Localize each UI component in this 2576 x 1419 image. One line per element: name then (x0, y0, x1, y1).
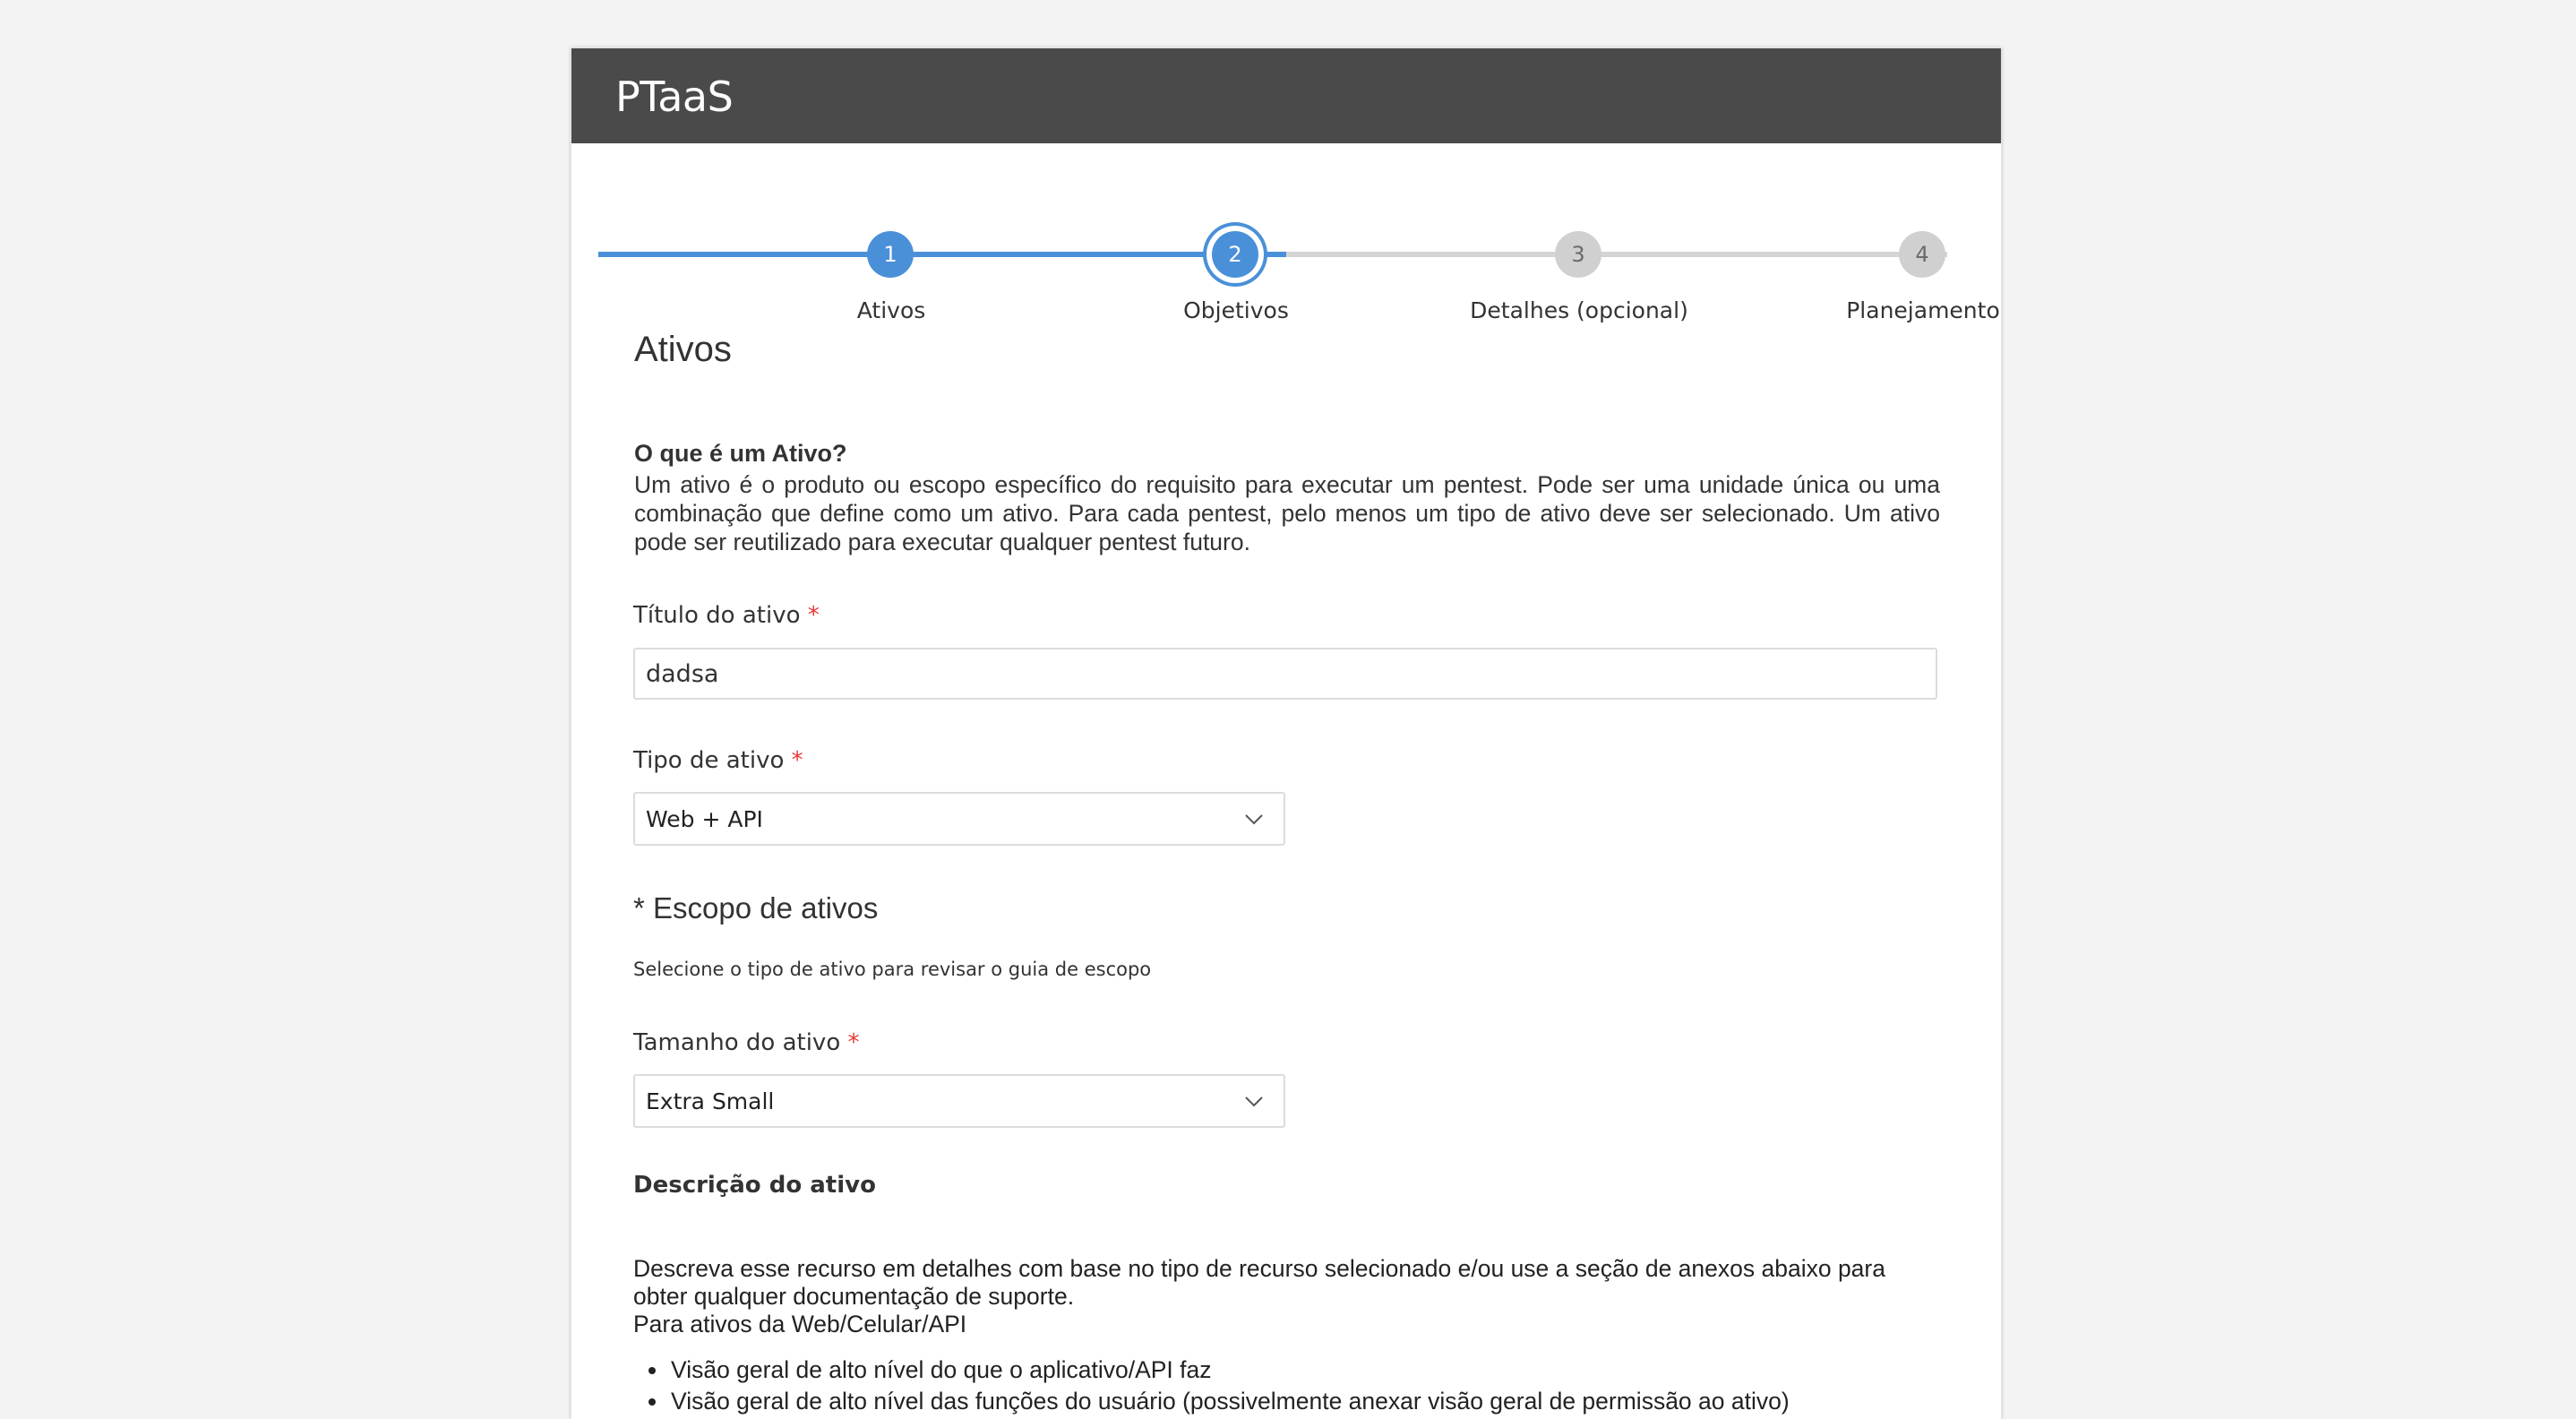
title-field-label-text (633, 602, 820, 629)
description-intro (633, 1255, 1939, 1338)
step-number: 1 (867, 231, 914, 278)
list-item: • Visão geral de alto nível do que o aplicativo/API faz (669, 1354, 1790, 1386)
description-line-2: Para ativos da Web/Celular/API (633, 1311, 967, 1337)
asset-size-value: Extra Small (646, 1088, 775, 1114)
asset-title-input[interactable] (633, 648, 1937, 700)
info-heading: O que é um Ativo? (634, 440, 847, 467)
step-number: 4 (1899, 231, 1945, 278)
chevron-down-icon (1244, 1091, 1264, 1111)
chevron-down-icon (1244, 809, 1264, 829)
required-asterisk: * (807, 602, 820, 629)
asset-type-value: Web + API (646, 806, 763, 832)
asset-size-select[interactable] (633, 1074, 1285, 1128)
type-label: Tipo de ativo (633, 747, 785, 774)
description-line-1: Descreva esse recurso em detalhes com base no tipo de recurso selecionado e/ou use a seção de anexos abaixo para obter qualquer documentação de suporte. (633, 1255, 1885, 1310)
list-item: • Visão geral de alto nível das funções do usuário (possivelmente anexar visão geral de permissão ao ativo) (669, 1386, 1790, 1417)
size-label: Tamanho do ativo (633, 1029, 841, 1056)
step-label: Objetivos (1183, 297, 1289, 323)
info-text: Um ativo é o produto ou escopo específico do requisito para executar um pentest. Pode ser uma unidade única ou uma combinação que define como um ativo. Para cada pentest, pelo menos um tipo de ativo deve ser selecionado. Um ativo pode ser reutilizado para executar qualquer pentest futuro. (634, 471, 1940, 555)
step-number: 3 (1555, 231, 1601, 278)
description-heading: Descrição do ativo (633, 1172, 876, 1199)
size-field-label (633, 1029, 860, 1056)
page-title: Ativos (634, 330, 732, 369)
required-asterisk: * (847, 1029, 860, 1056)
title-label: Título do ativo (633, 602, 801, 629)
scope-title: * Escopo de ativos (633, 891, 879, 924)
asset-type-select[interactable] (633, 792, 1285, 846)
step-number: 2 (1212, 231, 1258, 278)
required-asterisk: * (791, 747, 803, 774)
step-label: Ativos (856, 297, 926, 323)
app-title: PTaaS (615, 73, 734, 121)
type-field-label (633, 747, 803, 774)
scope-hint: Selecione o tipo de ativo para revisar o guia de escopo (633, 959, 1152, 980)
description-bullets (633, 1354, 1790, 1417)
form-fields (633, 0, 1939, 1419)
step-label: Detalhes (opcional) (1470, 297, 1688, 323)
step-label: Planejamento (1846, 297, 2000, 323)
